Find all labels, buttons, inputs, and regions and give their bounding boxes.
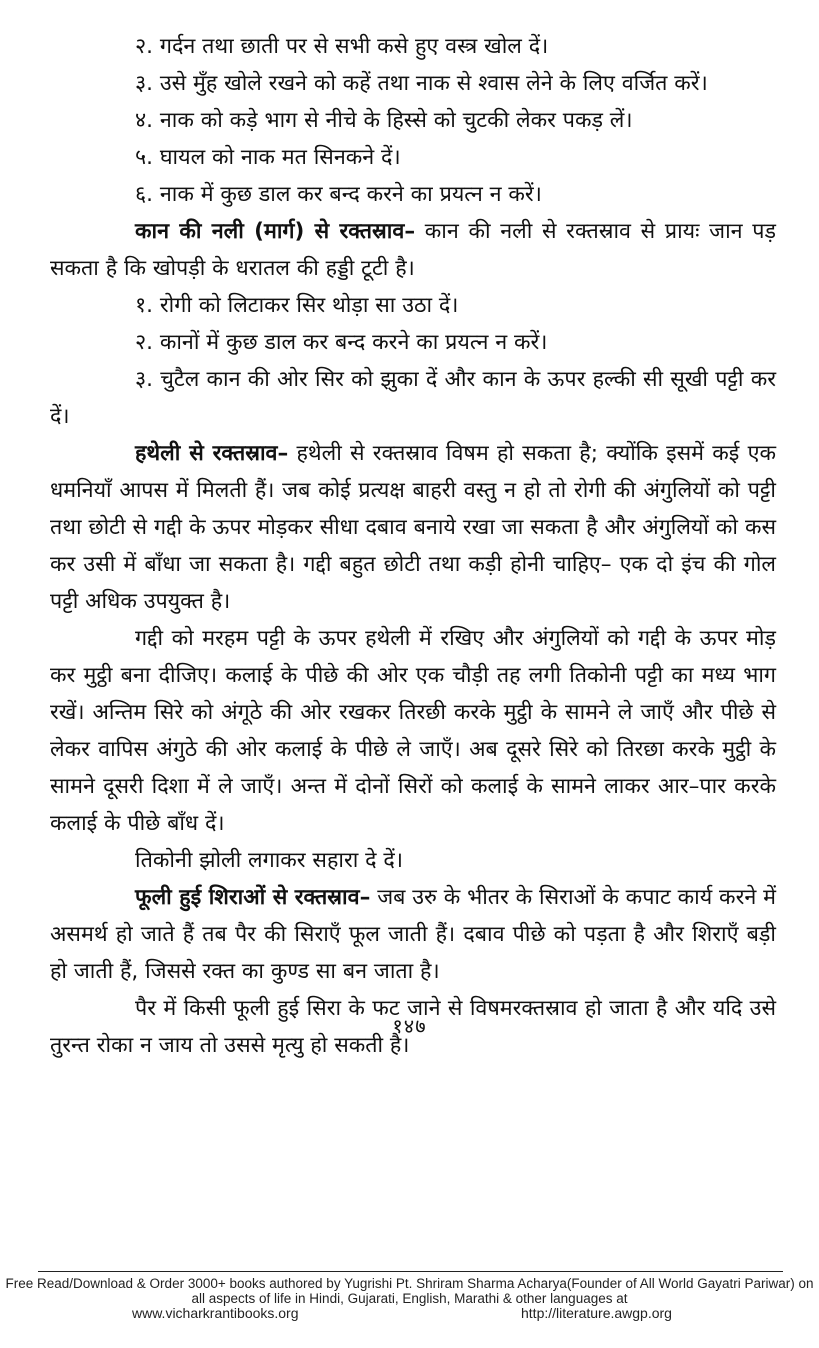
page-body <box>50 28 776 1064</box>
vein-bleeding-heading: फूली हुई शिराओं से रक्तस्राव– <box>135 885 371 910</box>
ear-bleeding-paragraph <box>50 213 776 287</box>
page-number: १४७ <box>392 1014 427 1038</box>
palm-bleeding-heading: हथेली से रक्तस्राव– <box>135 441 289 466</box>
nose-step-6: ६. नाक में कुछ डाल कर बन्द करने का प्रयत्न न करें। <box>135 182 542 207</box>
pad-bandage-paragraph: गद्दी को मरहम पट्टी के ऊपर हथेली में रखिए और अंगुलियों को गद्दी के ऊपर मोड़ कर मुट्ठी बना दीजिए। कलाई के पीछे की ओर एक चौड़ी तह लगी तिकोनी पट्टी का मध्य भाग रखें। अन्तिम सिरे को अंगूठे की ओर रखकर तिरछी करके मुट्ठी के सामने ले जाएँ और पीछे से लेकर वापिस अंगुठे की ओर कलाई के पीछे ले जाएँ। अब दूसरे सिरे को तिरछा करके मुट्ठी के सामने दूसरी दिशा में ले जाएँ। अन्त में दोनों सिरों को कलाई के सामने लाकर आर–पार करके कलाई के पीछे बाँध दें। <box>50 626 776 836</box>
footer-links <box>0 1305 819 1321</box>
ear-bleeding-text: कान की नली से रक्तस्राव से प्रायः जान पड़ सकता है कि खोपड़ी के धरातल की हड्डी टूटी है। <box>50 219 776 281</box>
footer-link-literature[interactable]: http://literature.awgp.org <box>521 1305 672 1321</box>
ear-step-3: ३. चुटैल कान की ओर सिर को झुका दें और कान के ऊपर हल्की सी सूखी पट्टी कर दें। <box>50 367 776 429</box>
vein-bleeding-paragraph <box>50 879 776 990</box>
footer-text: Free Read/Download & Order 3000+ books authored by Yugrishi Pt. Shriram Sharma Acharya(Founder of All World Gayatri Pariwar) on all aspects of life in Hindi, Gujarati, English, Marathi & other languages at <box>5 1276 814 1306</box>
vein-bleeding-text: जब उरु के भीतर के सिराओं के कपाट कार्य करने में असमर्थ हो जाते हैं तब पैर की सिराएँ फूल जाती हैं। दबाव पीछे को पड़ता है और शिराएँ बड़ी हो जाती हैं, जिससे रक्त का कुण्ड सा बन जाता है। <box>50 885 776 984</box>
nose-step-4: ४. नाक को कड़े भाग से नीचे के हिस्से को चुटकी लेकर पकड़ लें। <box>135 108 633 133</box>
footer-link-vicharkranti[interactable]: www.vicharkrantibooks.org <box>132 1305 299 1321</box>
nose-step-2: २. गर्दन तथा छाती पर से सभी कसे हुए वस्त्र खोल दें। <box>135 34 549 59</box>
ear-bleeding-heading: कान की नली (मार्ग) से रक्तस्राव– <box>135 219 416 244</box>
nose-step-5: ५. घायल को नाक मत सिनकने दें। <box>135 145 401 170</box>
footer-divider <box>38 1271 783 1272</box>
palm-bleeding-text: हथेली से रक्तस्राव विषम हो सकता है; क्योंकि इसमें कई एक धमनियाँ आपस में मिलती हैं। जब कोई प्रत्यक्ष बाहरी वस्तु न हो तो रोगी की अंगुलियों को पट्टी तथा छोटी से गद्दी के ऊपर मोड़कर सीधा दबाव बनाये रखा जा सकता है और अंगुलियों को कस कर उसी में बाँधा जा सकता है। गद्दी बहुत छोटी तथा कड़ी होनी चाहिए– एक दो इंच की गोल पट्टी अधिक उपयुक्त है। <box>50 441 776 614</box>
final-paragraph: पैर में किसी फूली हुई सिरा के फट जाने से विषमरक्तस्राव हो जाता है और यदि उसे तुरन्त रोका न जाय तो उससे मृत्यु हो सकती है। <box>50 996 776 1058</box>
sling-line: तिकोनी झोली लगाकर सहारा दे दें। <box>135 848 403 873</box>
ear-step-1: १. रोगी को लिटाकर सिर थोड़ा सा उठा दें। <box>135 293 459 318</box>
nose-step-3: ३. उसे मुँह खोले रखने को कहें तथा नाक से श्वास लेने के लिए वर्जित करें। <box>135 71 708 96</box>
ear-step-2: २. कानों में कुछ डाल कर बन्द करने का प्रयत्न न करें। <box>135 330 548 355</box>
palm-bleeding-paragraph <box>50 435 776 620</box>
